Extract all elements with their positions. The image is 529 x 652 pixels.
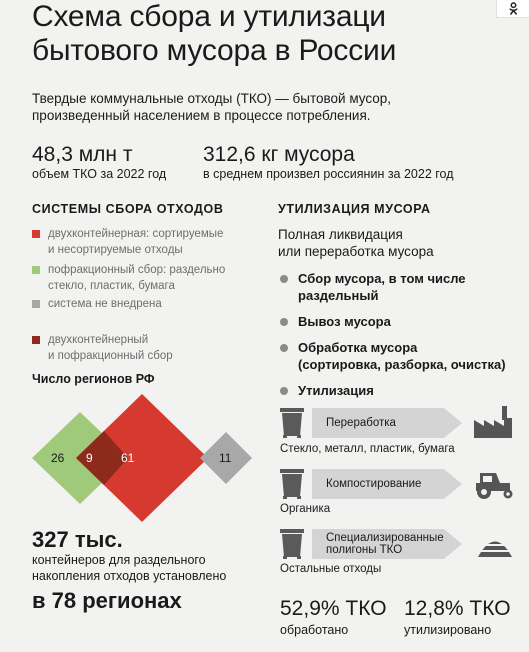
flow-label-text: Переработка (326, 417, 396, 429)
flow-label-text: полигоны ТКО (326, 544, 403, 556)
containers-desc-line-2: накопления отходов установлено (32, 569, 227, 583)
step-processing (278, 339, 528, 373)
step-line: Обработка мусора (298, 340, 418, 355)
bullet-dot (280, 275, 288, 283)
utilized-caption: утилизировано (404, 623, 492, 637)
legend-text (48, 226, 223, 258)
bullet-dot (280, 387, 288, 395)
flow-landfill (312, 529, 462, 559)
flow-caption-landfill: Остальные отходы (280, 563, 382, 575)
legend-line: двухконтейнерная: сортируемые (48, 228, 224, 240)
legend-swatch-green (32, 266, 40, 274)
legend-text (48, 332, 173, 364)
utilization-intro (278, 226, 518, 260)
utilized-value: 12,8% ТКО (404, 597, 511, 620)
landfill-icon (474, 530, 516, 558)
legend-line: пофракционный сбор: раздельно (48, 264, 226, 276)
step-line: Вывоз мусора (298, 314, 391, 329)
factory-icon (472, 406, 514, 438)
bullet-dot (280, 344, 288, 352)
step-text (298, 270, 528, 304)
venn-value-grey: 11 (219, 451, 232, 465)
legend-line: и несортируемые отходы (48, 244, 183, 256)
legend-item-none (32, 296, 262, 314)
legend-item-both (32, 332, 262, 366)
regions-label: Число регионов РФ (32, 372, 155, 386)
step-text (298, 339, 528, 373)
step-line: (сортировка, разборка, очистка) (298, 357, 506, 372)
legend-swatch-red (32, 230, 40, 238)
odnoklassniki-icon (509, 2, 518, 15)
utilization-heading: УТИЛИЗАЦИЯ МУСОРА (278, 202, 431, 216)
trash-bin-icon (280, 529, 304, 559)
volume-caption: объем ТКО за 2022 год (32, 167, 167, 181)
regions-value: в 78 регионах (32, 588, 182, 613)
venn-value-red: 61 (121, 451, 135, 465)
step-line: раздельный (298, 288, 379, 303)
legend-item-two-container (32, 226, 262, 260)
venn-value-overlap: 9 (86, 451, 93, 465)
util-intro-line-2: или переработка мусора (278, 244, 434, 259)
step-line: Утилизация (298, 383, 374, 398)
intro-text (32, 90, 432, 124)
share-button[interactable] (496, 0, 529, 18)
step-collect (278, 270, 528, 304)
venn-value-green: 26 (51, 451, 65, 465)
legend-swatch-darkred (32, 336, 40, 344)
legend-line: система не внедрена (48, 298, 162, 310)
title-line-2: бытового мусора в России (32, 34, 397, 67)
trash-bin-icon (280, 469, 304, 499)
flow-label (326, 408, 396, 438)
flow-label (326, 469, 421, 499)
trash-bin-icon (280, 408, 304, 438)
processed-caption: обработано (280, 623, 349, 637)
flow-recycling (312, 408, 462, 438)
legend-item-fraction (32, 262, 262, 296)
step-line: Сбор мусора, в том числе (298, 271, 466, 286)
bullet-dot (280, 318, 288, 326)
legend-line: двухконтейнерный (48, 334, 149, 346)
legend-text (48, 296, 162, 312)
legend-swatch-grey (32, 300, 40, 308)
volume-value: 48,3 млн т (32, 143, 133, 166)
containers-value: 327 тыс. (32, 527, 123, 552)
step-text (298, 313, 528, 330)
flow-label-text: Компостирование (326, 478, 422, 490)
flow-composting (312, 469, 462, 499)
per-capita-value: 312,6 кг мусора (203, 143, 355, 166)
step-utilization (278, 382, 528, 400)
flow-label-text: Специализированные (326, 532, 444, 544)
step-text (298, 382, 528, 399)
flow-caption-composting: Органика (280, 503, 331, 515)
legend-line: стекло, пластик, бумага (48, 280, 175, 292)
containers-desc (32, 552, 262, 584)
collection-heading: СИСТЕМЫ СБОРА ОТХОДОВ (32, 202, 224, 216)
regions-diagram (28, 390, 268, 530)
step-transport (278, 313, 528, 331)
legend-text (48, 262, 225, 294)
page-title (32, 0, 502, 68)
util-intro-line-1: Полная ликвидация (278, 227, 403, 242)
flow-caption-recycling: Стекло, металл, пластик, бумага (280, 443, 455, 455)
intro-line-1: Твердые коммунальные отходы (ТКО) — бытовой мусор, (32, 91, 392, 106)
processed-value: 52,9% ТКО (280, 597, 387, 620)
tractor-icon (472, 467, 518, 499)
flow-label (326, 529, 444, 559)
intro-line-2: произведенный населением в процессе потребления. (32, 108, 371, 123)
per-capita-caption: в среднем произвел россиянин за 2022 год (203, 167, 454, 181)
containers-desc-line-1: контейнеров для раздельного (32, 553, 206, 567)
title-line-1: Схема сбора и утилизаци (32, 0, 386, 33)
legend-line: и пофракционный сбор (48, 350, 173, 362)
